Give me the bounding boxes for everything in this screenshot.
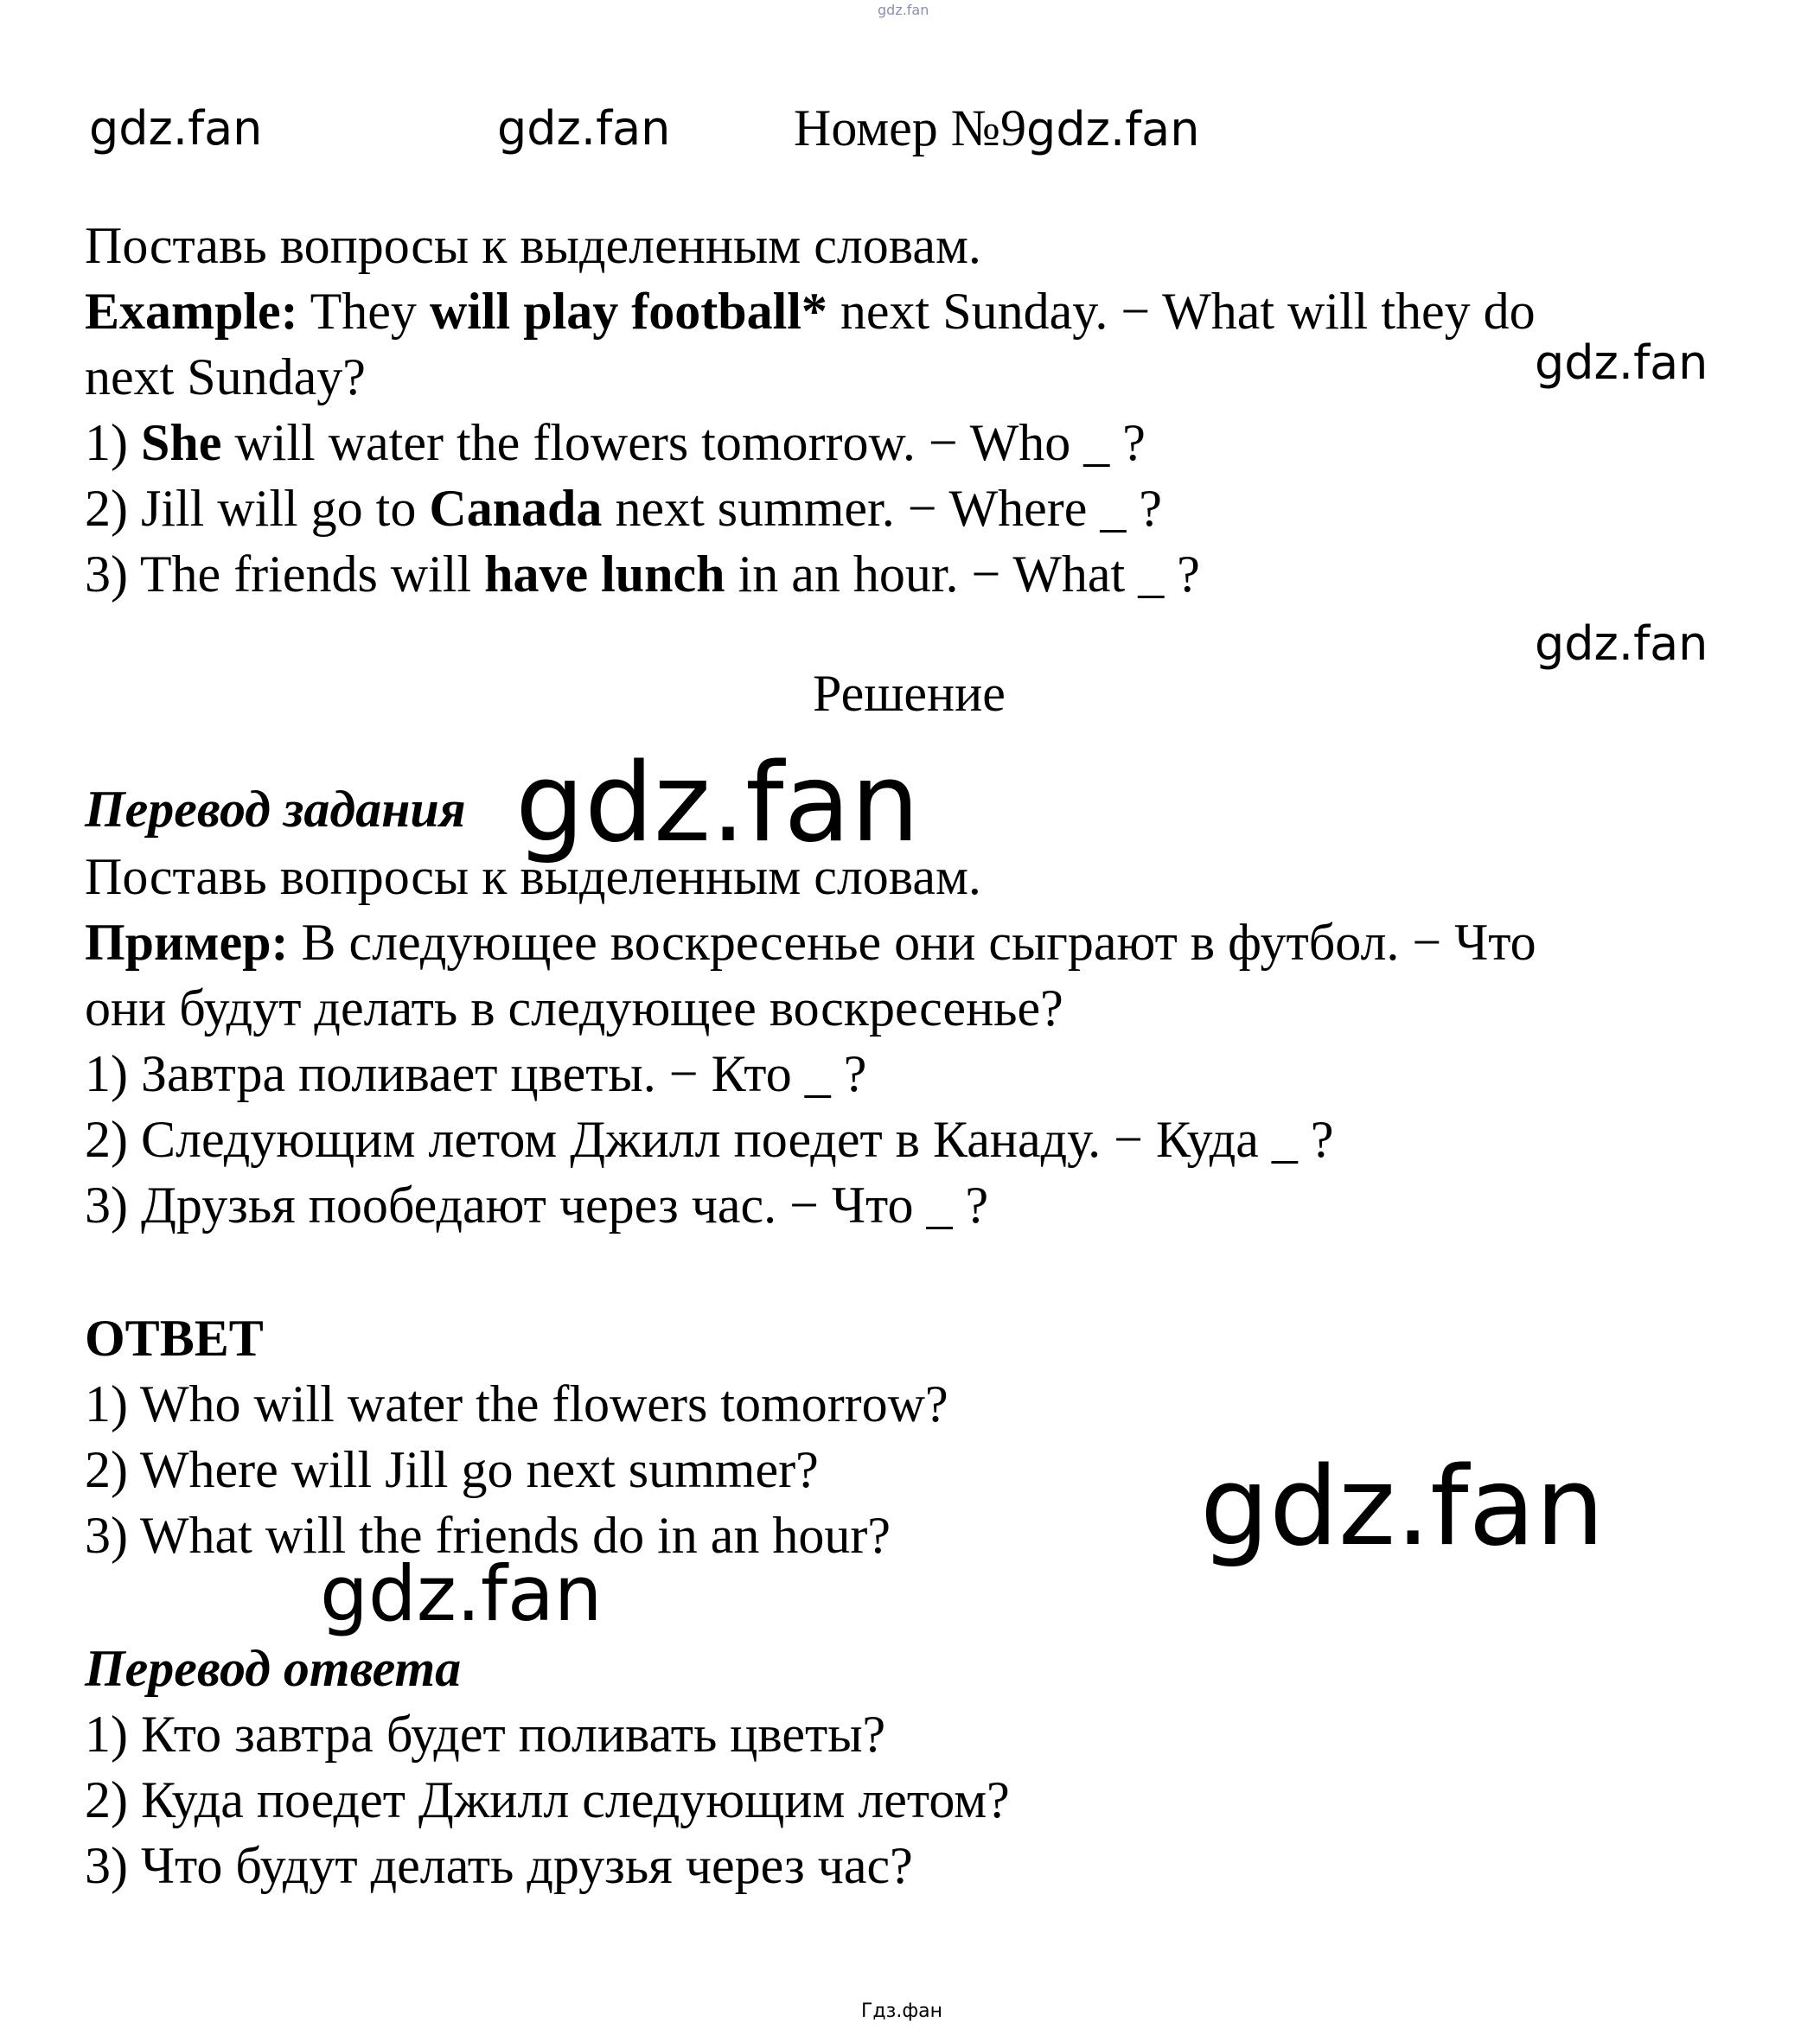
item-pre: The friends will: [139, 545, 485, 603]
item-rest: will water the flowers tomorrow. − Who _ ?: [221, 414, 1146, 471]
watermark-footer: Гдз.фан: [861, 2000, 942, 2022]
exercise-number: Номер №9: [794, 99, 1027, 156]
watermark-right-2: gdz.fan: [1535, 616, 1708, 671]
example-label: Example:: [85, 283, 298, 340]
watermark-big-right: gdz.fan: [1200, 1443, 1605, 1570]
item-number: 1): [85, 414, 141, 471]
example-part1: They: [297, 283, 430, 340]
item-bold: Canada: [429, 480, 603, 537]
translation-instruction: Поставь вопросы к выделенным словам.: [85, 848, 981, 905]
example-part2: next Sunday. − What will they do: [827, 283, 1536, 340]
example-text: В следующее воскресенье они сыграют в футбол. − Что: [288, 914, 1536, 971]
example-label: Пример:: [85, 914, 289, 971]
task-item-2: [85, 480, 1162, 537]
task-item-3: [85, 545, 1200, 603]
item-rest: in an hour. − What _ ?: [725, 545, 1200, 603]
example-bold: will play football*: [429, 283, 827, 340]
item-rest: next summer. − Where _ ?: [602, 480, 1162, 537]
translation-example-line2: они будут делать в следующее воскресенье?: [85, 979, 1063, 1037]
item-bold: have lunch: [484, 545, 725, 603]
task-instruction: Поставь вопросы к выделенным словам.: [85, 217, 981, 274]
translation-item-1: 1) Завтра поливает цветы. − Кто _ ?: [85, 1045, 867, 1102]
item-pre: Jill will go to: [140, 480, 430, 537]
page-title: [794, 99, 1200, 156]
item-number: 2): [85, 480, 141, 537]
answer-heading: ОТВЕТ: [85, 1310, 264, 1367]
watermark-right-1: gdz.fan: [1535, 335, 1708, 390]
watermark-header-mid: gdz.fan: [497, 101, 671, 156]
answer-item-2: 2) Where will Jill go next summer?: [85, 1441, 819, 1498]
translation-item-3: 3) Друзья пообедают через час. − Что _ ?: [85, 1177, 989, 1234]
task-example: [85, 283, 1536, 340]
watermark-big-center: gdz.fan: [515, 739, 920, 866]
solution-heading: Решение: [813, 665, 1006, 722]
task-example-line2: next Sunday?: [85, 348, 366, 405]
item-bold: She: [140, 414, 222, 471]
answer-translation-item-3: 3) Что будут делать друзья через час?: [85, 1837, 913, 1894]
answer-translation-item-1: 1) Кто завтра будет поливать цветы?: [85, 1706, 886, 1763]
answer-translation-heading: Перевод ответа: [85, 1640, 462, 1697]
answer-item-1: 1) Who will water the flowers tomorrow?: [85, 1375, 948, 1432]
translation-heading: Перевод задания: [85, 781, 466, 838]
task-item-1: [85, 414, 1146, 471]
watermark-header-left: gdz.fan: [89, 101, 263, 156]
item-number: 3): [85, 545, 140, 603]
answer-item-3: 3) What will the friends do in an hour?: [85, 1507, 891, 1564]
watermark-top: gdz.fan: [878, 2, 929, 18]
translation-item-2: 2) Следующим летом Джилл поедет в Канаду. − Куда _ ?: [85, 1111, 1334, 1168]
watermark-mid-lower: gdz.fan: [320, 1549, 603, 1638]
answer-translation-item-2: 2) Куда поедет Джилл следующим летом?: [85, 1771, 1010, 1828]
translation-example: [85, 914, 1536, 971]
watermark-title: gdz.fan: [1026, 102, 1200, 156]
